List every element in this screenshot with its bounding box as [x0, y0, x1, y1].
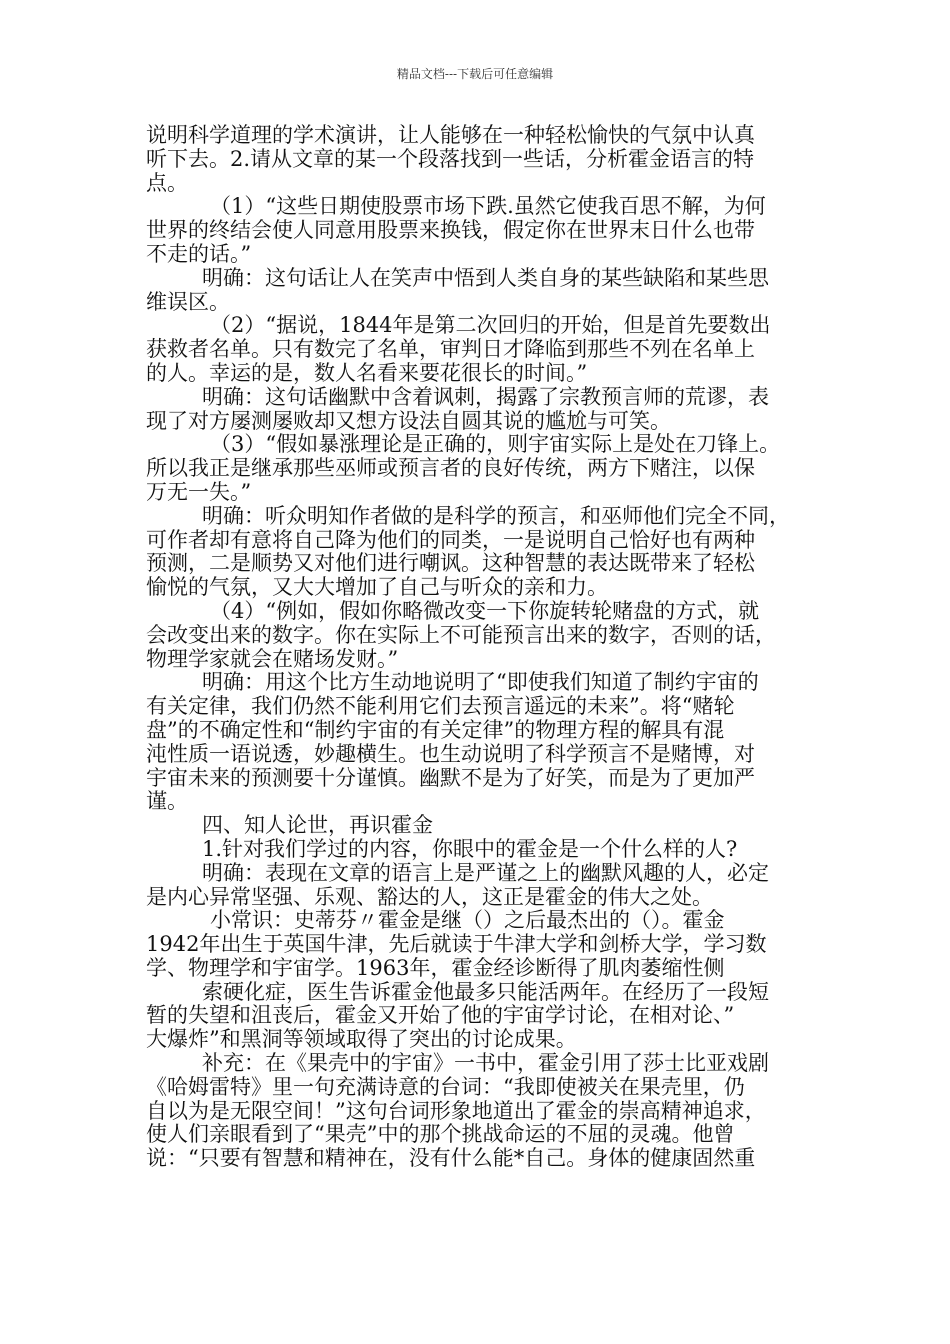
text-line: 愉悦的气氛，又大大增加了自己与听众的亲和力。 — [146, 575, 608, 600]
text-line: （3）“假如暴涨理论是正确的，则宇宙实际上是处在刀锋上。 — [210, 432, 781, 457]
text-line: （2）“据说，1844年是第二次回归的开始，但是首先要数出 — [210, 313, 771, 338]
text-line: 1.针对我们学过的内容，你眼中的霍金是一个什么样的人? — [202, 836, 738, 861]
text-line: 的人。幸运的是，数人名看来要花很长的时间。” — [146, 360, 588, 385]
text-line: 使人们亲眼看到了“果壳”中的那个挑战命运的不屈的灵魂。他曾 — [146, 1122, 735, 1147]
text-line: 现了对方屡测屡败却又想方设法自圆其说的尴尬与可笑。 — [146, 408, 671, 433]
text-line: 有关定律，我们仍然不能利用它们去预言遥远的未来”。将“赌轮 — [146, 694, 735, 719]
text-line: 明确：听众明知作者做的是科学的预言，和巫师他们完全不同， — [202, 503, 790, 528]
text-line: （1）“这些日期使股票市场下跌.虽然它使我百思不解，为何 — [210, 194, 766, 219]
text-line: 补充：在《果壳中的宇宙》一书中，霍金引用了莎士比亚戏剧 — [202, 1051, 769, 1076]
text-line: 大爆炸”和黑洞等领域取得了突出的讨论成果。 — [146, 1027, 577, 1052]
text-line: 宇宙未来的预测要十分谨慎。幽默不是为了好笑，而是为了更加严 — [146, 765, 755, 790]
text-line: 明确：这句话幽默中含着讽刺，揭露了宗教预言师的荒谬，表 — [202, 384, 769, 409]
text-line: 《哈姆雷特》里一句充满诗意的台词：“我即使被关在果壳里，仍 — [146, 1074, 745, 1099]
text-line: 谨。 — [146, 789, 188, 814]
text-line: 可作者却有意将自己降为他们的同类，一是说明自己恰好也有两种 — [146, 527, 755, 552]
text-line: 物理学家就会在赌场发财。” — [146, 646, 399, 671]
text-line: 获救者名单。只有数完了名单，审判日才降临到那些不列在名单上 — [146, 337, 755, 362]
text-line: 不走的话。” — [146, 241, 252, 266]
text-line: 世界的终结会使人同意用股票来换钱，假定你在世界末日什么也带 — [146, 218, 755, 243]
text-line: 自以为是无限空间！”这句台词形象地道出了霍金的崇高精神追求， — [146, 1098, 766, 1123]
text-line: 四、知人论世，再识霍金 — [202, 813, 433, 838]
page-header: 精品文档---下载后可任意编辑 — [396, 67, 554, 81]
text-line: 1942年出生于英国牛津，先后就读于牛津大学和剑桥大学，学习数 — [146, 932, 767, 957]
text-line: （4）“例如，假如你略微改变一下你旋转轮赌盘的方式，就 — [210, 598, 760, 623]
text-line: 明确：用这个比方生动地说明了“即使我们知道了制约宇宙的 — [202, 670, 759, 695]
text-line: 暂的失望和沮丧后，霍金又开始了他的宇宙学讨论，在相对论、” — [146, 1003, 735, 1028]
text-line: 学、物理学和宇宙学。1963年，霍金经诊断得了肌肉萎缩性侧 — [146, 955, 725, 980]
text-line: 盘”的不确定性和“制约宇宙的有关定律”的物理方程的解具有混 — [146, 717, 725, 742]
text-line: 说明科学道理的学术演讲，让人能够在一种轻松愉快的气氛中认真 — [146, 123, 755, 147]
text-line: 所以我正是继承那些巫师或预言者的良好传统，两方下赌注，以保 — [146, 456, 755, 481]
text-line: 索硬化症，医生告诉霍金他最多只能活两年。在经历了一段短 — [202, 979, 769, 1004]
text-line: 维误区。 — [146, 289, 230, 314]
text-line: 万无一失。” — [146, 479, 252, 504]
text-line: 明确：表现在文章的语言上是严谨之上的幽默风趣的人，必定 — [202, 860, 769, 885]
text-line: 明确：这句话让人在笑声中悟到人类自身的某些缺陷和某些思 — [202, 265, 769, 290]
text-line: 预测，二是顺势又对他们进行嘲讽。这种智慧的表达既带来了轻松 — [146, 551, 755, 576]
text-line: 是内心异常坚强、乐观、豁达的人，这正是霍金的伟大之处。 — [146, 884, 713, 909]
text-line: 沌性质一语说透，妙趣横生。也生动说明了科学预言不是赌博，对 — [146, 741, 755, 766]
text-line: 点。 — [146, 170, 188, 195]
text-line: 小常识：史蒂芬〃霍金是继（）之后最杰出的（）。霍金 — [210, 908, 725, 933]
text-line: 会改变出来的数字。你在实际上不可能预言出来的数字，否则的话， — [146, 622, 776, 647]
text-line: 说：“只要有智慧和精神在，没有什么能*自己。身体的健康固然重 — [146, 1146, 756, 1171]
document-body — [146, 124, 822, 1171]
text-line: 听下去。2.请从文章的某一个段落找到一些话，分析霍金语言的特 — [146, 146, 755, 171]
